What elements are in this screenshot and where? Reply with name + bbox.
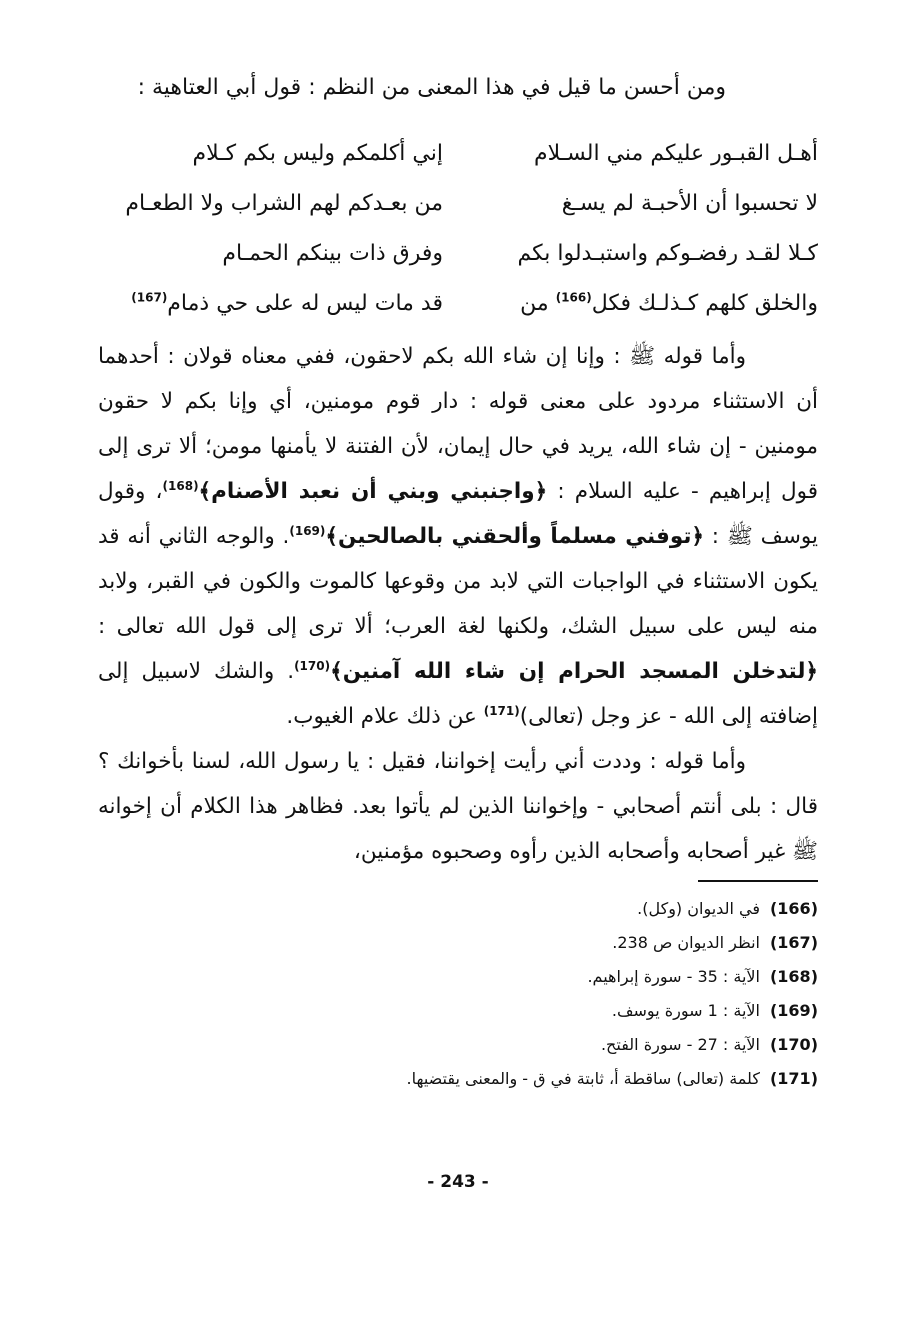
footnote xyxy=(318,960,818,994)
paragraph-text: . والوجه الثاني أنه قد يكون الاستثناء في الواجبات التي لابد من وقوعها كالموت والكون في القبر، ولابد منه ليس على سبيل الشك، ولكنها لغة العرب؛ ألا ترى إلى قول الله تعالى : xyxy=(98,524,818,639)
paragraph-text: ، وقول يوسف ﷺ : xyxy=(98,479,818,549)
footnote xyxy=(318,926,818,960)
verse-first-hemistich: لا تحسبوا أن الأحبـة لم يسـغ xyxy=(561,190,818,216)
verse-first-hemistich: أهـل القبـور عليكم مني السـلام xyxy=(533,140,818,166)
poem-introduction: ومن أحسن ما قيل في هذا المعنى من النظم : قول أبي العتاهية : xyxy=(137,75,726,100)
verse-second-hemistich: وفرق ذات بينكم الحمـام xyxy=(222,240,443,266)
footnote-text: الآية : 35 - سورة إبراهيم. xyxy=(587,967,760,986)
footnotes xyxy=(318,892,818,1096)
paragraph xyxy=(98,334,818,739)
footnote-text: كلمة (تعالى) ساقطة أ، ثابتة في ق - والمعنى يقتضيها. xyxy=(406,1069,760,1088)
verse-first-hemistich: كـلا لقـد رفضـوكم واستبـدلوا بكم xyxy=(517,240,818,266)
footnote xyxy=(318,1028,818,1062)
footnote-ref: (169) xyxy=(289,523,326,538)
paragraph: وأما قوله : وددت أني رأيت إخواننا، فقيل : يا رسول الله، لسنا بأخوانك ؟ قال : بلى أنتم أصحابي - وإخواننا الذين لم يأتوا بعد. فظاهر هذا الكلام أن إخوانه ﷺ غير أصحابه وأصحابه الذين رأوه وصحبوه مؤمنين، xyxy=(98,749,818,864)
footnote-ref: (171) xyxy=(483,703,520,718)
footnote-number: (171) xyxy=(769,1069,818,1088)
poem xyxy=(98,128,818,328)
footnote-ref: (167) xyxy=(131,290,168,305)
verse-second-hemistich: إني أكلمكم وليس بكم كـلام xyxy=(192,140,443,166)
footnote-ref: (166) xyxy=(555,290,592,305)
verse-second-hemistich xyxy=(98,291,473,316)
quran-quote: ﴿واجنبني وبني أن نعبد الأصنام﴾ xyxy=(198,479,548,504)
hemistich-text: من xyxy=(520,290,556,316)
footnote xyxy=(318,892,818,926)
poem-verse xyxy=(98,278,818,328)
paragraph-text: وأما قوله ﷺ : وإنا إن شاء الله بكم لاحقون، ففي معناه قولان : أحدهما أن الاستثناء مردود على معنى قوله : دار قوم مومنين، أي وإنا بكم لا حقون مومنين - إن شاء الله، يريد في حال إيمان، لأن الفتنة لا يأمنها مومن؛ ألا ترى إلى قول إبراهيم - عليه السلام : xyxy=(98,344,818,504)
hemistich-text: قد مات ليس له على حي ذمام xyxy=(167,290,443,316)
body-text xyxy=(98,334,818,874)
footnote-separator xyxy=(698,880,818,882)
page-number: - 243 - xyxy=(427,1172,489,1192)
footnote-ref: (168) xyxy=(162,478,199,493)
footnote xyxy=(318,1062,818,1096)
footnote xyxy=(318,994,818,1028)
poem-verse xyxy=(98,178,818,228)
quran-quote: ﴿توفني مسلماً وألحقني بالصالحين﴾ xyxy=(325,524,705,549)
paragraph-text: . والشك لاسبيل إلى إضافته إلى الله - عز وجل (تعالى) xyxy=(98,659,818,729)
quran-quote: ﴿لتدخلن المسجد الحرام إن شاء الله آمنين﴾ xyxy=(330,659,818,684)
verse-first-hemistich xyxy=(473,291,818,316)
footnote-text: انظر الديوان ص 238. xyxy=(612,933,760,952)
verse-second-hemistich: من بعـدكم لهم الشراب ولا الطعـام xyxy=(125,190,443,216)
hemistich-text: والخلق كلهم كـذلـك فكل xyxy=(591,290,818,316)
poem-verse xyxy=(98,228,818,278)
footnote-ref: (170) xyxy=(294,658,331,673)
footnote-number: (168) xyxy=(769,967,818,986)
footnote-number: (167) xyxy=(769,933,818,952)
footnote-text: في الديوان (وكل). xyxy=(637,899,760,918)
poem-verse xyxy=(98,128,818,178)
paragraph-text: عن ذلك علام الغيوب. xyxy=(286,704,484,729)
footnote-number: (169) xyxy=(769,1001,818,1020)
footnote-number: (170) xyxy=(769,1035,818,1054)
footnote-text: الآية : 1 سورة يوسف. xyxy=(611,1001,760,1020)
footnote-text: الآية : 27 - سورة الفتح. xyxy=(600,1035,760,1054)
footnote-number: (166) xyxy=(769,899,818,918)
